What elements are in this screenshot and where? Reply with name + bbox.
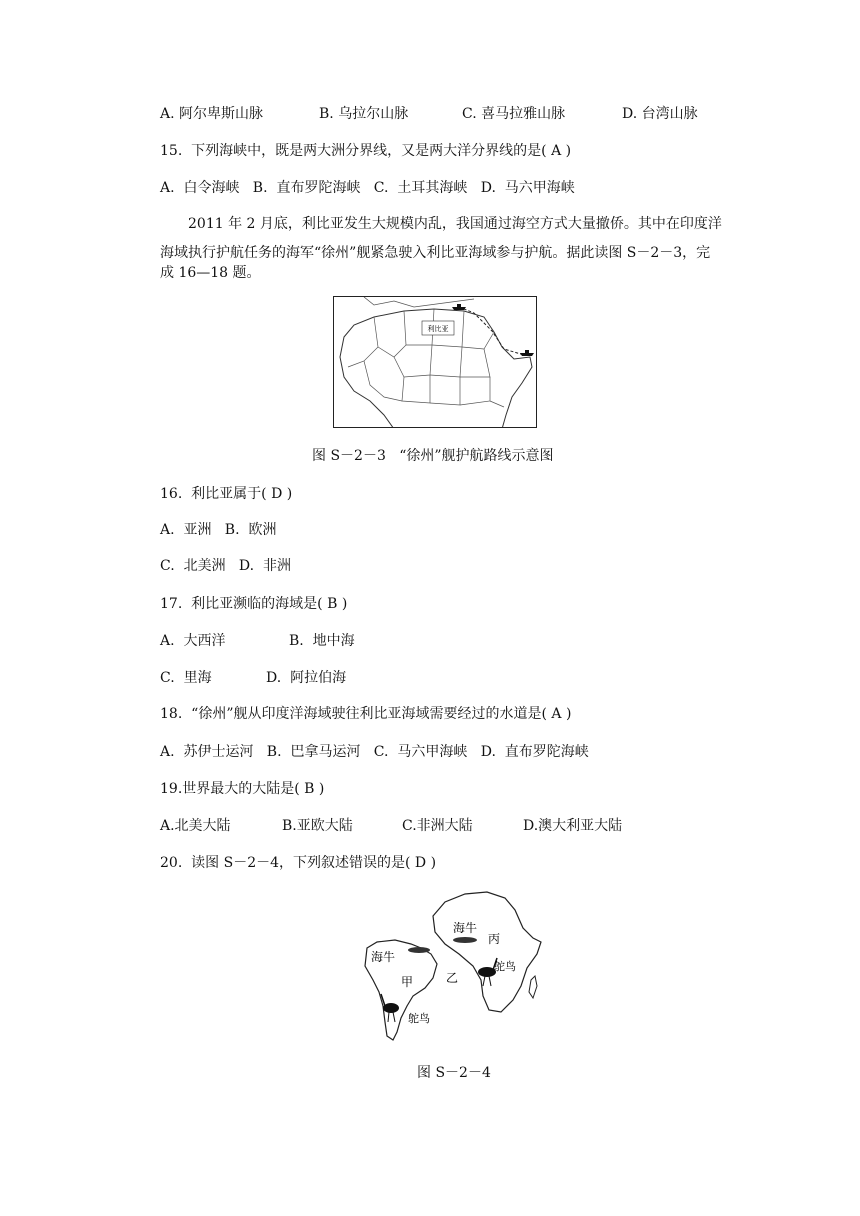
africa-outline: [433, 892, 541, 1012]
q14-option-b: B. 乌拉尔山脉: [319, 106, 409, 122]
label-manatee-africa: 海牛: [452, 921, 478, 935]
q17-option-d: D. 阿拉伯海: [266, 670, 347, 686]
label-ostrich-south-america: 鸵鸟: [408, 1012, 430, 1025]
label-yi: 乙: [445, 971, 459, 985]
q14-option-d: D. 台湾山脉: [622, 106, 698, 122]
q19-option-d: D.澳大利亚大陆: [523, 818, 623, 834]
q14-option-c: C. 喜马拉雅山脉: [462, 106, 566, 122]
q18-options: A. 苏伊士运河 B. 巴拿马运河 C. 马六甲海峡 D. 直布罗陀海峡: [160, 744, 589, 760]
q15-options: A. 白令海峡 B. 直布罗陀海峡 C. 土耳其海峡 D. 马六甲海峡: [160, 180, 575, 196]
figure2-caption: 图 S－2－4: [417, 1065, 491, 1081]
passage-line-3: 成 16—18 题。: [160, 265, 261, 281]
q20-stem: 20. 读图 S－2－4，下列叙述错误的是( D ): [160, 855, 437, 871]
label-ostrich-africa: 鸵鸟: [494, 960, 516, 973]
q19-option-c: C.非洲大陆: [402, 818, 473, 834]
manatee-icon-south-america: [408, 947, 430, 953]
continents-figure: [355, 888, 545, 1044]
passage-line-1: 2011 年 2 月底，利比亚发生大规模内乱，我国通过海空方式大量撤侨。其中在印度洋: [188, 216, 722, 232]
q16-options-cd: C. 北美洲 D. 非洲: [160, 558, 291, 574]
q14-option-a: A. 阿尔卑斯山脉: [160, 106, 264, 122]
figure1-caption: 图 S－2－3 “徐州”舰护航路线示意图: [312, 448, 554, 464]
q16-stem: 16. 利比亚属于( D ): [160, 486, 293, 502]
q17-option-a: A. 大西洋: [160, 633, 226, 649]
q19-stem: 19.世界最大的大陆是( B ): [160, 781, 325, 797]
label-bing: 丙: [487, 932, 501, 946]
q19-option-a: A.北美大陆: [160, 818, 231, 834]
ship-icon-north: [452, 304, 466, 310]
q16-options-ab: A. 亚洲 B. 欧洲: [160, 522, 277, 538]
q17-option-c: C. 里海: [160, 670, 212, 686]
libya-label: 利比亚: [427, 325, 449, 333]
q19-option-b: B.亚欧大陆: [282, 818, 353, 834]
q17-stem: 17. 利比亚濒临的海域是( B ): [160, 596, 348, 612]
manatee-icon-africa: [453, 937, 477, 943]
ship-icon-east: [520, 350, 534, 356]
continents-svg: [355, 888, 545, 1044]
label-jia: 甲: [400, 975, 414, 989]
q18-stem: 18. “徐州”舰从印度洋海域驶往利比亚海域需要经过的水道是( A ): [160, 706, 572, 722]
label-manatee-south-america: 海牛: [370, 950, 396, 964]
route-map-figure: [333, 296, 537, 428]
q15-stem: 15. 下列海峡中，既是两大洲分界线，又是两大洋分界线的是( A ): [160, 143, 572, 159]
q17-option-b: B. 地中海: [289, 633, 355, 649]
passage-line-2: 海域执行护航任务的海军“徐州”舰紧急驶入利比亚海域参与护航。据此读图 S－2－3，完: [160, 245, 711, 261]
route-map-svg: [334, 297, 537, 428]
